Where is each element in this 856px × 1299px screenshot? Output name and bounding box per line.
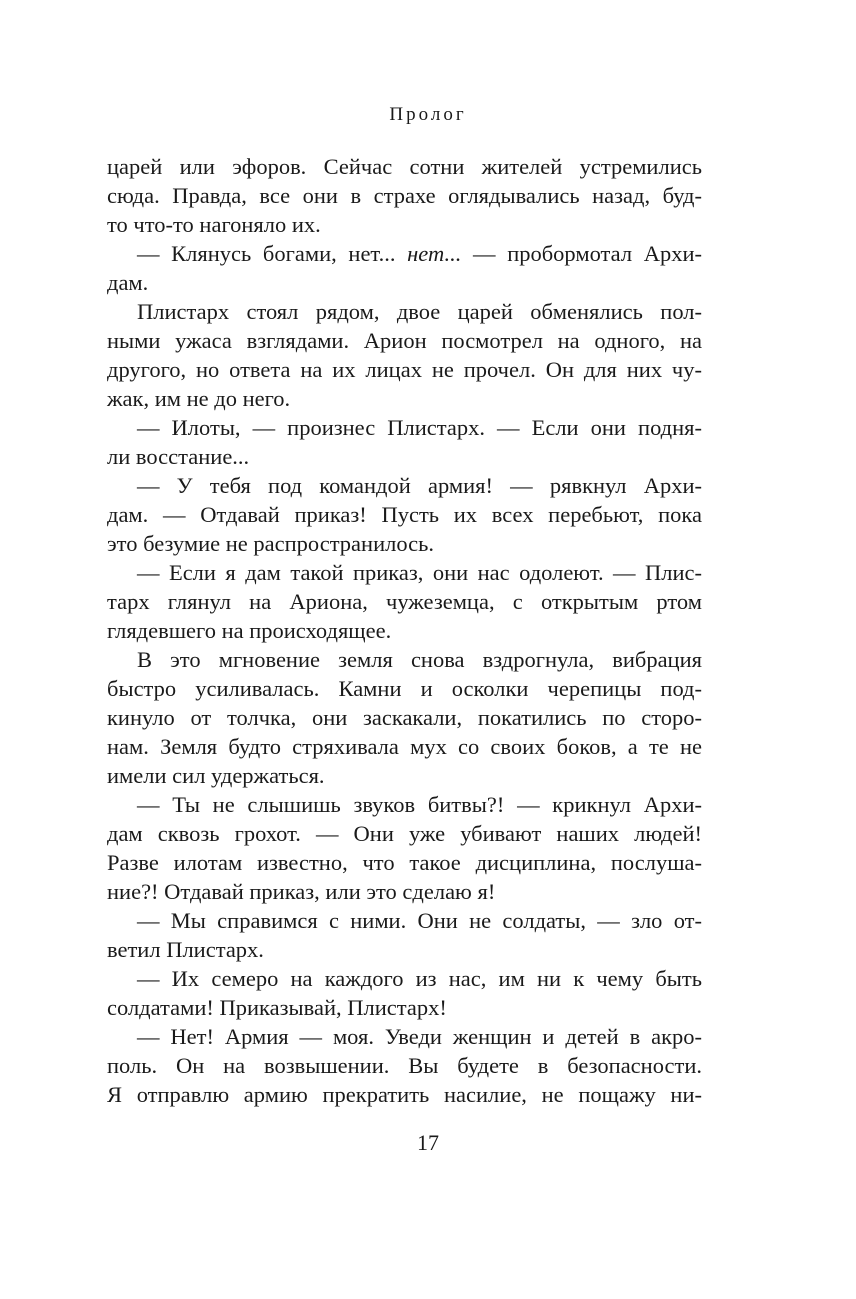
text-line: кинуло от толчка, они заскакали, покатились по сторо- (107, 705, 702, 730)
text-line: сюда. Правда, все они в страхе оглядывались назад, буд- (107, 183, 702, 208)
text-line: это безумие не распространилось. (107, 531, 435, 556)
text-line: нам. Земля будто стряхивала мух со своих боков, а те не (107, 734, 702, 759)
text-line: — Если я дам такой приказ, они нас одолеют. — Плис- (137, 560, 702, 585)
text-line: глядевшего на происходящее. (107, 618, 392, 643)
text-line: дам. (107, 270, 149, 295)
page-number: 17 (417, 1130, 439, 1155)
text-line: — Их семеро на каждого из нас, им ни к чему быть (137, 966, 702, 991)
text-line: дам. — Отдавай приказ! Пусть их всех перебьют, пока (107, 502, 702, 527)
paragraph (107, 413, 702, 471)
body-text (107, 152, 702, 1109)
text-line: солдатами! Приказывай, Плистарх! (107, 995, 447, 1020)
text-line: другого, но ответа на их лицах не прочел. Он для них чу- (107, 357, 702, 382)
paragraph (107, 471, 702, 558)
paragraph (107, 1022, 702, 1109)
text-line: ли восстание... (107, 444, 250, 469)
text-line: Плистарх стоял рядом, двое царей обменялись пол- (137, 299, 702, 324)
paragraph (107, 790, 702, 906)
paragraph (107, 964, 702, 1022)
paragraph (107, 906, 702, 964)
text-line: В это мгновение земля снова вздрогнула, вибрация (137, 647, 702, 672)
running-head: Пролог (389, 104, 467, 125)
text-line: Я отправлю армию прекратить насилие, не пощажу ни- (107, 1082, 702, 1107)
paragraph (107, 152, 702, 239)
text-line: тарх глянул на Ариона, чужеземца, с открытым ртом (107, 589, 702, 614)
text-line: имели сил удержаться. (107, 763, 325, 788)
text-line: — У тебя под командой армия! — рявкнул Архи- (137, 473, 702, 498)
text-line: жак, им не до него. (107, 386, 291, 411)
text-line: ветил Плистарх. (107, 937, 264, 962)
paragraph (107, 558, 702, 645)
text-line: царей или эфоров. Сейчас сотни жителей устремились (107, 154, 702, 179)
text-line: поль. Он на возвышении. Вы будете в безопасности. (107, 1053, 702, 1078)
text-line: ние?! Отдавай приказ, или это сделаю я! (107, 879, 496, 904)
paragraph (107, 645, 702, 790)
text-line: Разве илотам известно, что такое дисциплина, послуша- (107, 850, 702, 875)
text-line: — Илоты, — произнес Плистарх. — Если они подня- (137, 415, 702, 440)
text-line: ными ужаса взглядами. Арион посмотрел на одного, на (107, 328, 702, 353)
text-line: дам сквозь грохот. — Они уже убивают наших людей! (107, 821, 702, 846)
text-line: — Нет! Армия — моя. Уведи женщин и детей в акро- (137, 1024, 702, 1049)
text-line: то что-то нагоняло их. (107, 212, 321, 237)
text-line: — Мы справимся с ними. Они не солдаты, — зло от- (137, 908, 702, 933)
text-line: — Ты не слышишь звуков битвы?! — крикнул Архи- (137, 792, 702, 817)
text-line: быстро усиливалась. Камни и осколки черепицы под- (107, 676, 702, 701)
paragraph (107, 239, 702, 297)
paragraph (107, 297, 702, 413)
text-line: — Клянусь богами, нет... нет... — пробормотал Архи- (137, 241, 702, 266)
